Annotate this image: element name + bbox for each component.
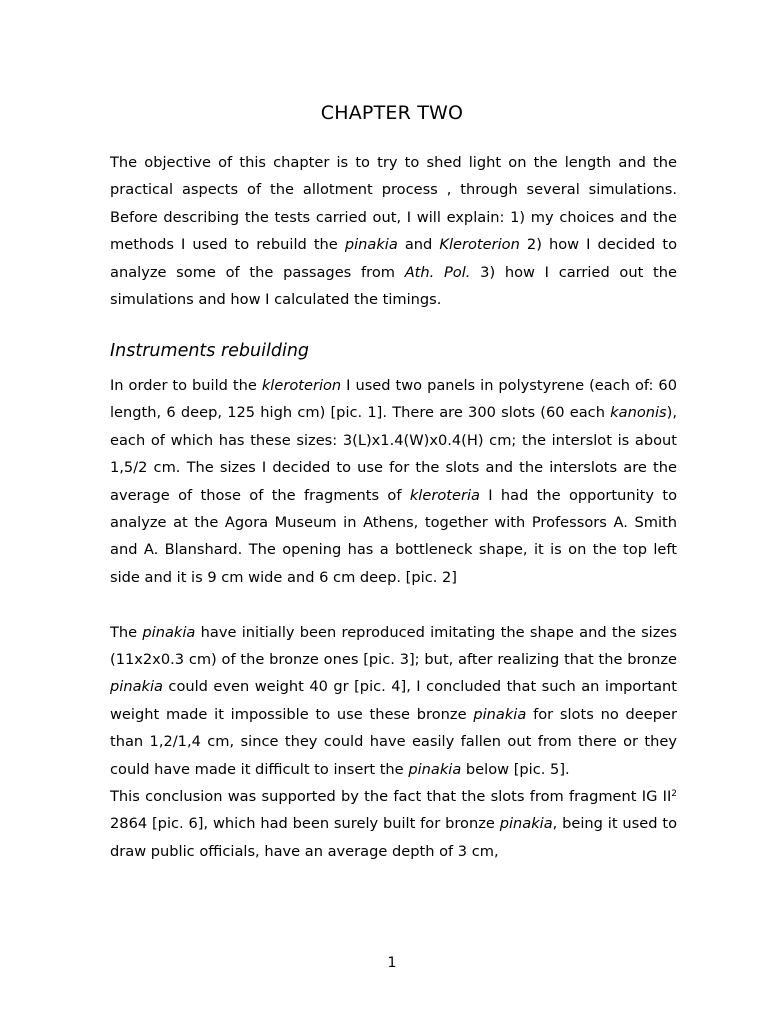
italic-term: kleroteria: [409, 486, 480, 504]
paragraph-text: could even weight 40 gr [pic. 4], I concluded that such an important weight made it impossible to use these bronze: [110, 678, 677, 723]
italic-term: pinakia: [473, 705, 527, 723]
intro-text: and: [397, 236, 440, 254]
italic-term: pinakia: [408, 760, 462, 778]
superscript: 2: [671, 789, 677, 800]
page-number: 1: [387, 955, 397, 971]
paragraph-text: In order to build the: [110, 377, 262, 394]
intro-italic-term: pinakia: [344, 236, 398, 254]
italic-term: pinakia: [499, 815, 553, 833]
paragraph-text: ), each of which has these sizes: 3(L)x1.4(W)x0.4(H) cm; the interslot is about 1,5/2 cm. The sizes I decided to use for the slots and the interslots are the average of those of the fragments of: [110, 404, 677, 504]
intro-paragraph: [110, 149, 677, 313]
paragraph-kleroterion: [110, 372, 677, 591]
intro-italic-term: Kleroterion: [439, 236, 520, 254]
paragraph-text: The: [110, 623, 143, 641]
paragraph-text: I used two panels in polystyrene (each of: 60 length, 6 deep, 125 high cm) [pic. 1]. There are 300 slots (60 each: [110, 377, 677, 422]
body-text-block: [110, 372, 677, 865]
paragraph-conclusion: [110, 783, 677, 865]
paragraph-text: below [pic. 5].: [461, 760, 570, 778]
italic-term: pinakia: [142, 623, 196, 641]
italic-term: pinakia: [110, 678, 163, 696]
paragraph-text: for slots no deeper than 1,2/1,4 cm, since they could have easily fallen out from there or they could have made it difficult to insert the: [110, 705, 677, 778]
intro-italic-term: Ath. Pol.: [404, 263, 471, 281]
intro-paragraph-block: [110, 149, 677, 313]
intro-text: The objective of this chapter is to try to shed light on the length and the practical aspects of the allotment process , through several simulations. Before describing the tests carried out, I will explain: 1) my choices and the methods I used to rebuild the: [110, 154, 677, 254]
paragraph-text: 2864 [pic. 6], which had been surely built for bronze: [110, 815, 500, 833]
intro-text: 2) how I decided to analyze some of the passages from: [110, 236, 678, 281]
paragraph-text: This conclusion was supported by the fact that the slots from fragment IG II: [110, 788, 672, 806]
italic-term: kanonis: [610, 404, 667, 422]
intro-text: 3) how I carried out the simulations and how I calculated the timings.: [110, 263, 678, 309]
paragraph-pinakia: [110, 619, 677, 783]
paragraph-text: I had the opportunity to analyze at the Agora Museum in Athens, together with Professors A. Smith and A. Blanshard. The opening has a bottleneck shape, it is on the top left side and it is 9 cm wide and 6 cm deep. [pic. 2]: [110, 486, 677, 586]
section-heading: Instruments rebuilding: [110, 341, 310, 361]
chapter-title: CHAPTER TWO: [320, 102, 464, 124]
paragraph-text: have initially been reproduced imitating the shape and the sizes (11x2x0.3 cm) of the bronze ones [pic. 3]; but, after realizing that the bronze: [110, 623, 677, 669]
paragraph-text: , being it used to draw public officials, have an average depth of 3 cm,: [110, 815, 677, 860]
italic-term: kleroterion: [261, 377, 342, 394]
